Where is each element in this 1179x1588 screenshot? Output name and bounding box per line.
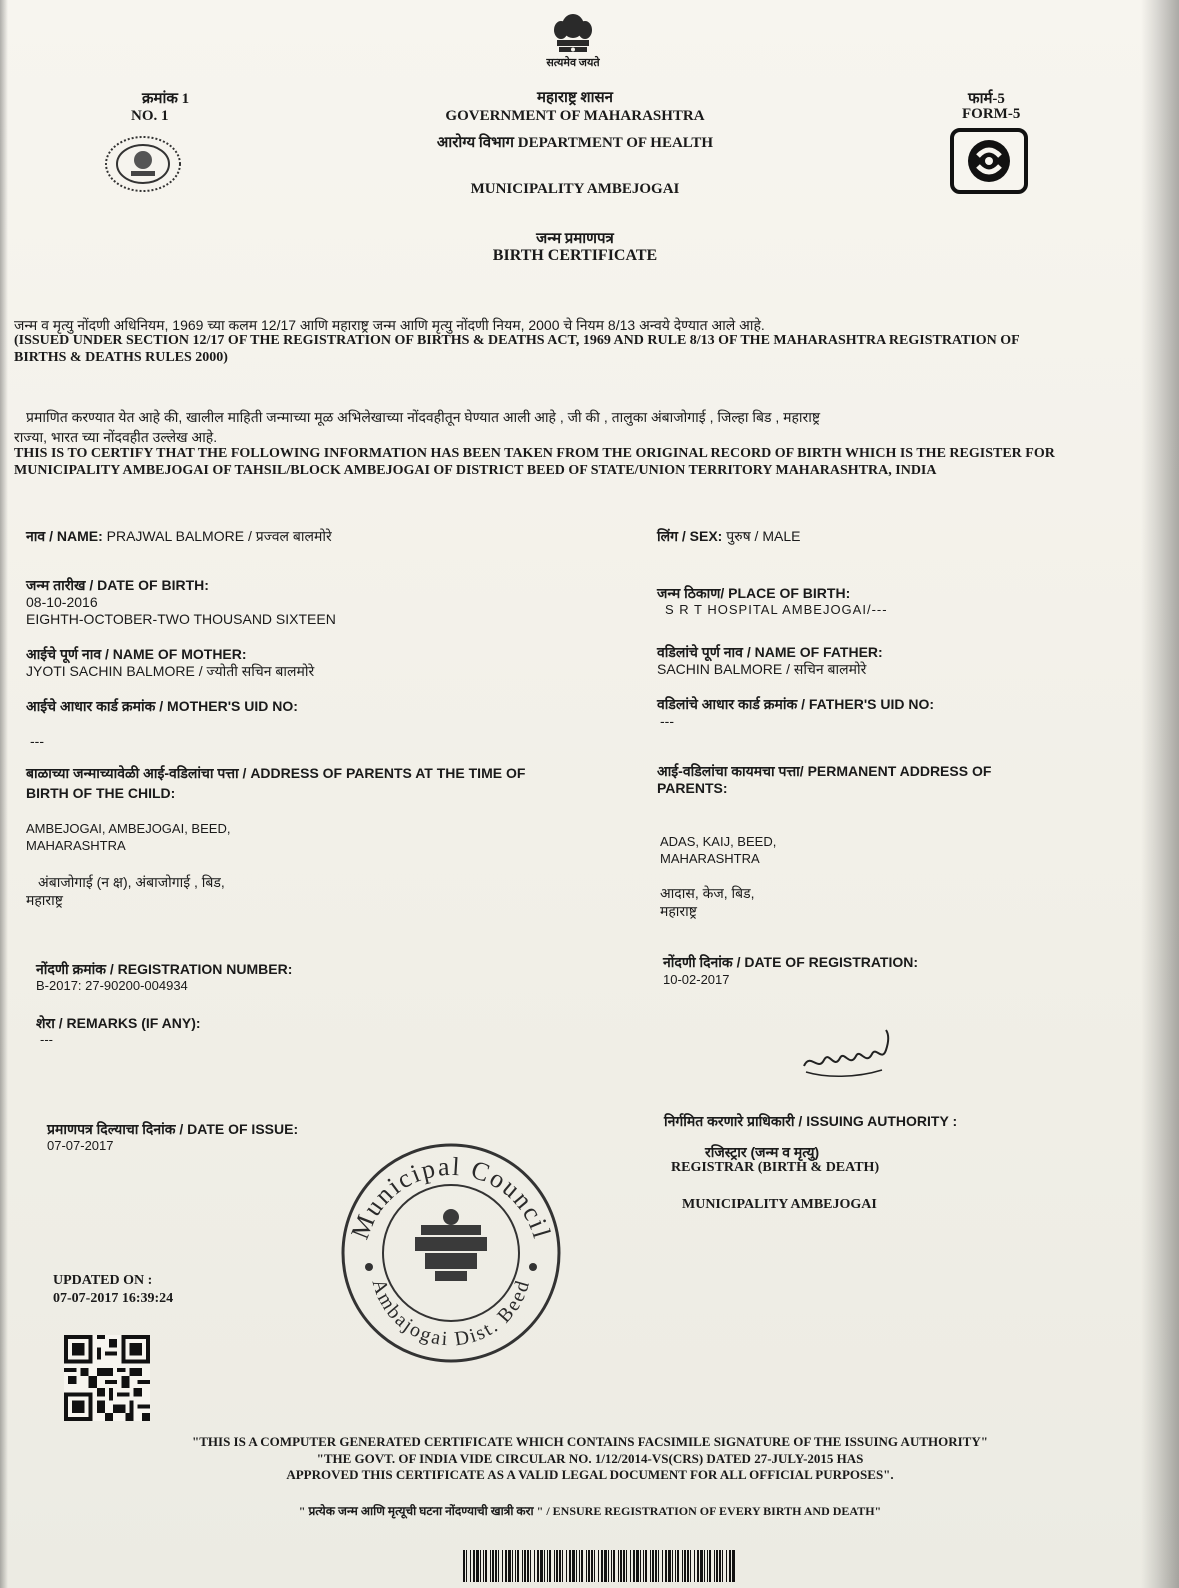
certificate-title: BIRTH CERTIFICATE bbox=[492, 247, 658, 264]
permanent-address-english-line2: MAHARASHTRA bbox=[660, 851, 760, 866]
pob-value: S R T HOSPITAL AMBEJOGAI/--- bbox=[665, 602, 888, 617]
certify-english-line2: MUNICIPALITY AMBEJOGAI OF TAHSIL/BLOCK AMBEJOGAI OF DISTRICT BEED OF STATE/UNION TERRITORY MAHARASHTRA, INDIA bbox=[14, 463, 937, 478]
issuing-authority-label: निर्गमित करणारे प्राधिकारी / ISSUING AUTHORITY : bbox=[664, 1113, 958, 1129]
name-value: PRAJWAL BALMORE / प्रज्वल बालमोरे bbox=[106, 528, 332, 544]
footer-ensure-registration: " प्रत्येक जन्म आणि मृत्यूची घटना नोंदण्याची खात्री करा " / ENSURE REGISTRATION OF EVERY BIRTH AND DEATH" bbox=[298, 1504, 882, 1518]
preamble-marathi: जन्म व मृत्यु नोंदणी अधिनियम, 1969 च्या कलम 12/17 आणि महाराष्ट्र जन्म आणि मृत्यु नोंदणी नियम, 2000 चे नियम 8/13 अन्वये देण्यात आले आहे. bbox=[14, 317, 765, 333]
dob-value: 08-10-2016 bbox=[26, 594, 98, 610]
remarks-label: शेरा / REMARKS (IF ANY): bbox=[36, 1015, 201, 1031]
permanent-address-marathi-line2: महाराष्ट्र bbox=[660, 903, 697, 919]
issue-date-label: प्रमाणपत्र दिल्याचा दिनांक / DATE OF ISSUE: bbox=[47, 1121, 299, 1137]
footer-circular: "THE GOVT. OF INDIA VIDE CIRCULAR NO. 1/12/2014-VS(CRS) DATED 27-JULY-2015 HAS bbox=[316, 1451, 864, 1466]
serial-no-english: NO. 1 bbox=[131, 108, 169, 124]
department: आरोग्य विभाग DEPARTMENT OF HEALTH bbox=[436, 135, 714, 151]
issuing-municipality: MUNICIPALITY AMBEJOGAI bbox=[682, 1197, 877, 1212]
mother-name-value: JYOTI SACHIN BALMORE / ज्योती सचिन बालमोरे bbox=[26, 663, 315, 679]
form-no-english: FORM-5 bbox=[962, 106, 1021, 122]
updated-on-label: UPDATED ON : bbox=[53, 1273, 153, 1288]
certify-english-line1: THIS IS TO CERTIFY THAT THE FOLLOWING INFORMATION HAS BEEN TAKEN FROM THE ORIGINAL RECORD OF BIRTH WHICH IS THE REGISTER FOR bbox=[14, 446, 1055, 461]
preamble-english-line1: (ISSUED UNDER SECTION 12/17 OF THE REGISTRATION OF BIRTHS & DEATHS ACT, 1969 AND RULE 8/13 OF THE MAHARASHTRA REGISTRATION OF bbox=[14, 333, 1020, 348]
registrar-english: REGISTRAR (BIRTH & DEATH) bbox=[671, 1160, 880, 1175]
certificate-title-marathi: जन्म प्रमाणपत्र bbox=[536, 231, 614, 247]
registration-date-value: 10-02-2017 bbox=[663, 972, 730, 987]
seal-top-text: Municipal Council bbox=[345, 1151, 557, 1244]
preamble-english-line2: BIRTHS & DEATHS RULES 2000) bbox=[14, 350, 228, 365]
footer-computer-generated: "THIS IS A COMPUTER GENERATED CERTIFICATE WHICH CONTAINS FACSIMILE SIGNATURE OF THE ISSUING AUTHORITY" bbox=[192, 1434, 988, 1449]
mother-uid-value: --- bbox=[30, 733, 44, 749]
permanent-address-marathi-line1: आदास, केज, बिड, bbox=[660, 885, 755, 901]
birth-address-label-line1: बाळाच्या जन्माच्यावेळी आई-वडिलांचा पत्ता / ADDRESS OF PARENTS AT THE TIME OF bbox=[26, 765, 526, 781]
scan-shadow-left bbox=[0, 0, 8, 1588]
municipal-council-seal bbox=[337, 1133, 565, 1369]
qr-code bbox=[64, 1335, 150, 1421]
birth-address-english-line2: MAHARASHTRA bbox=[26, 838, 126, 853]
barcode bbox=[463, 1550, 739, 1582]
mother-uid-label: आईचे आधार कार्ड क्रमांक / MOTHER'S UID NO: bbox=[26, 698, 298, 714]
birth-address-marathi-line2: महाराष्ट्र bbox=[26, 892, 63, 908]
footer-approval: APPROVED THIS CERTIFICATE AS A VALID LEGAL DOCUMENT FOR ALL OFFICIAL PURPOSES". bbox=[286, 1467, 894, 1482]
updated-on-value: 07-07-2017 16:39:24 bbox=[53, 1291, 174, 1306]
permanent-address-english-line1: ADAS, KAIJ, BEED, bbox=[660, 834, 777, 849]
scan-shadow-right bbox=[1141, 0, 1179, 1588]
father-name-value: SACHIN BALMORE / सचिन बालमोरे bbox=[657, 661, 867, 677]
birth-address-marathi-line1: अंबाजोगाई (न क्ष), अंबाजोगाई , बिड, bbox=[38, 874, 225, 890]
registration-number-value: B-2017: 27-90200-004934 bbox=[36, 978, 188, 993]
certify-marathi-line1: प्रमाणित करण्यात येत आहे की, खालील माहिती जन्माच्या मूळ अभिलेखाच्या नोंदवहीतून घेण्यात आली आहे , जी की , तालुका अंबाजोगाई , जिल्हा बिड , महाराष्ट्र bbox=[26, 409, 821, 425]
government-marathi: महाराष्ट्र शासन bbox=[537, 90, 613, 106]
name-label: नाव / NAME: bbox=[26, 528, 103, 544]
remarks-value: --- bbox=[40, 1032, 53, 1047]
birth-address-english-line1: AMBEJOGAI, AMBEJOGAI, BEED, bbox=[26, 821, 231, 836]
sex-value: पुरुष / MALE bbox=[726, 528, 801, 544]
issue-date-value: 07-07-2017 bbox=[47, 1138, 114, 1153]
pob-label: जन्म ठिकाण/ PLACE OF BIRTH: bbox=[657, 585, 851, 601]
certify-marathi-line2: राज्या, भारत च्या नोंदवहीत उल्लेख आहे. bbox=[14, 429, 218, 445]
father-uid-value: --- bbox=[660, 713, 674, 729]
civil-registration-logo-icon bbox=[950, 128, 1028, 194]
form-no-marathi: फार्म-5 bbox=[968, 91, 1005, 107]
government-english: GOVERNMENT OF MAHARASHTRA bbox=[445, 108, 705, 124]
permanent-address-label-line1: आई-वडिलांचा कायमचा पत्ता/ PERMANENT ADDRESS OF bbox=[657, 763, 992, 779]
serial-no-marathi: क्रमांक 1 bbox=[142, 91, 190, 107]
emblem-motto: सत्यमेव जयते bbox=[546, 57, 600, 69]
seal-bottom-text: Ambajogai Dist. Beed bbox=[367, 1276, 535, 1351]
father-name-label: वडिलांचे पूर्ण नाव / NAME OF FATHER: bbox=[657, 644, 883, 660]
mother-name-label: आईचे पूर्ण नाव / NAME OF MOTHER: bbox=[26, 646, 247, 662]
father-uid-label: वडिलांचे आधार कार्ड क्रमांक / FATHER'S UID NO: bbox=[657, 696, 935, 712]
registrar-signature bbox=[796, 1022, 896, 1086]
maharashtra-seal-icon bbox=[103, 135, 183, 193]
dob-in-words: EIGHTH-OCTOBER-TWO THOUSAND SIXTEEN bbox=[26, 611, 336, 627]
municipality-title: MUNICIPALITY AMBEJOGAI bbox=[470, 181, 680, 197]
permanent-address-label-line2: PARENTS: bbox=[657, 780, 728, 796]
dob-label: जन्म तारीख / DATE OF BIRTH: bbox=[26, 577, 209, 593]
registrar-marathi: रजिस्ट्रार (जन्म व मृत्यु) bbox=[705, 1144, 820, 1160]
sex-label: लिंग / SEX: bbox=[657, 528, 723, 544]
registration-number-label: नोंदणी क्रमांक / REGISTRATION NUMBER: bbox=[36, 961, 293, 977]
birth-address-label-line2: BIRTH OF THE CHILD: bbox=[26, 785, 176, 801]
registration-date-label: नोंदणी दिनांक / DATE OF REGISTRATION: bbox=[663, 954, 919, 970]
